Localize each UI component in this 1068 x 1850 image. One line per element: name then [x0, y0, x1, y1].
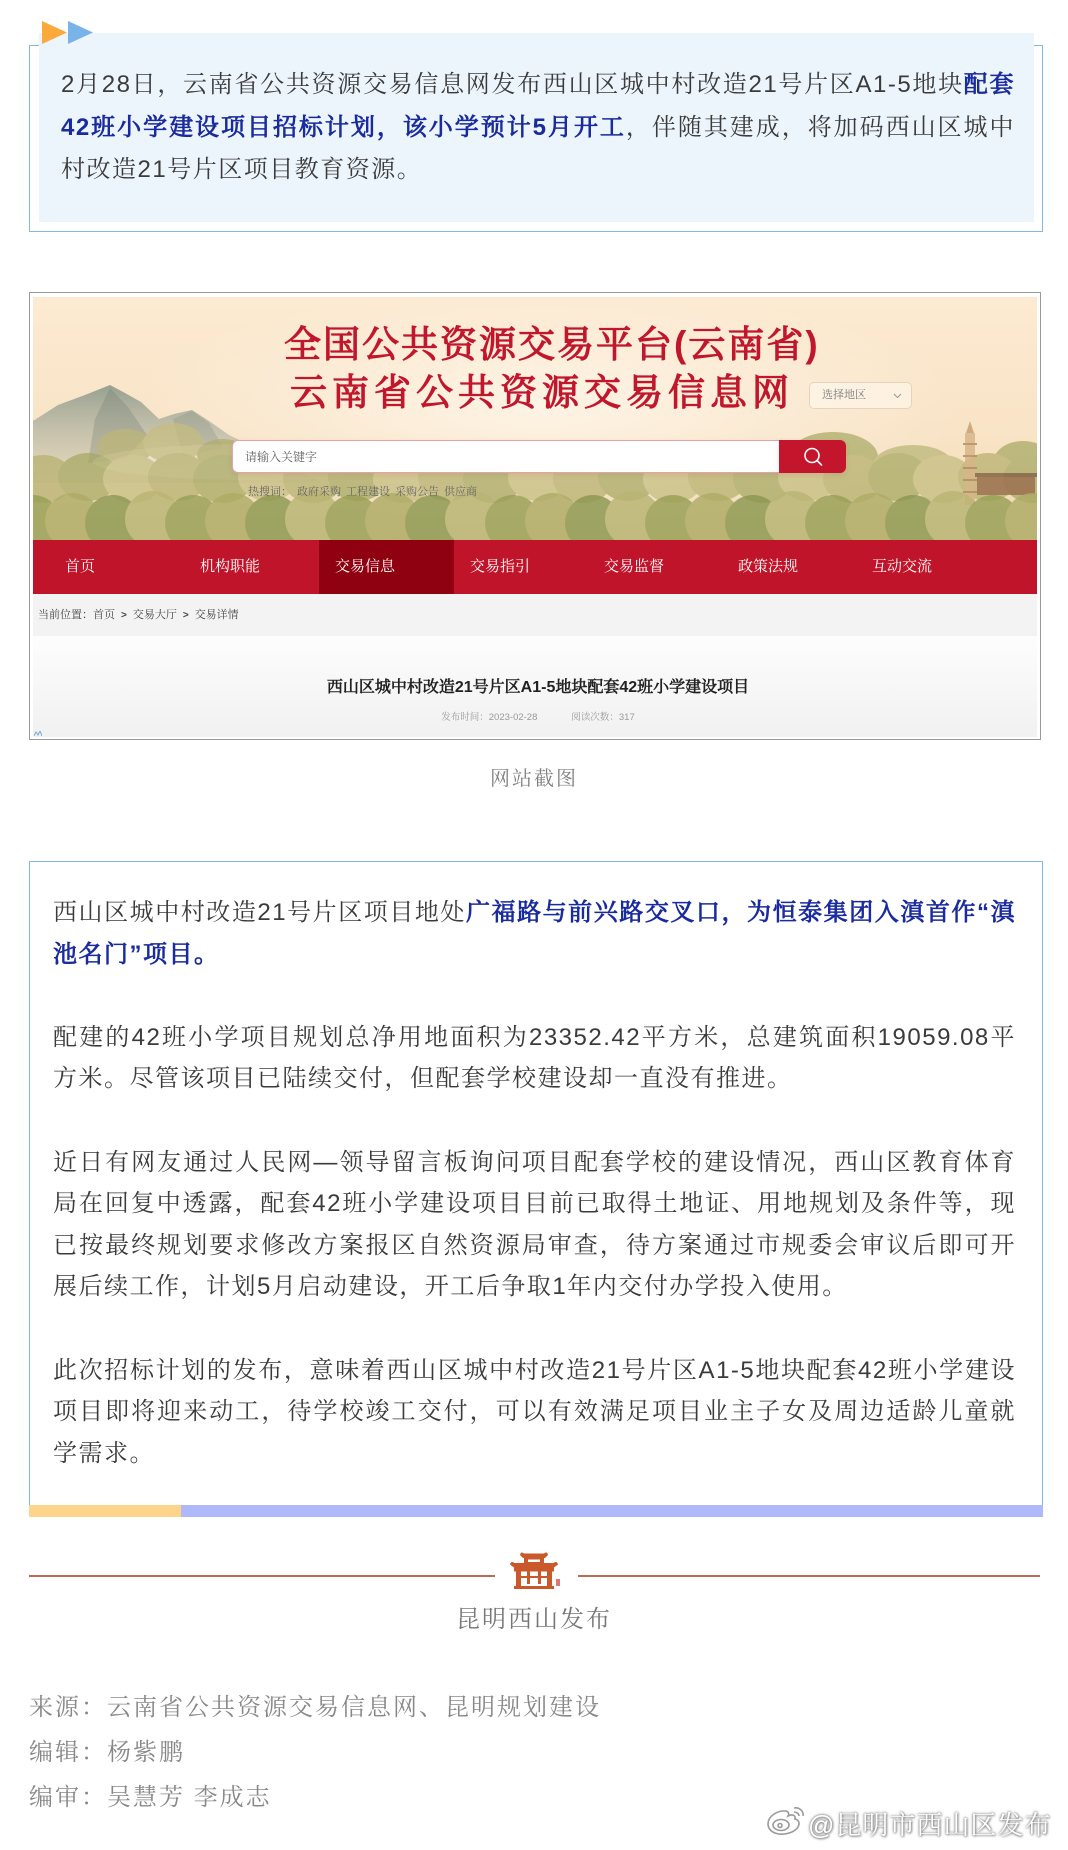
- breadcrumb-current: 交易详情: [194, 609, 239, 621]
- website-screenshot: [33, 297, 1037, 737]
- intro-text-segment: ，伴随其建成，将加码西山区城中村改造21号片区项目教育资源。: [61, 113, 1015, 183]
- article-header: [33, 636, 1037, 737]
- article-body: [53, 892, 1016, 1516]
- body-paragraph: [53, 1350, 1016, 1475]
- site-nav: [33, 540, 1037, 594]
- body-paragraph: [53, 1142, 1016, 1308]
- body-text-segment: 近日有网友通过人民网—领导留言板询问项目配套学校的建设情况，西山区教育体育局在回复中透露，配套42班小学建设项目目前已取得土地证、用地规划及条件等，现已按最终规划要求修改方案报区自然资源局审查，待方案通过市规委会审议后即可开展后续工作，计划5月启动建设，开工后争取1年内交付办学投入使用。: [53, 1148, 1016, 1301]
- nav-item-interaction[interactable]: 互动交流: [872, 558, 933, 575]
- credit-label: 编辑：: [29, 1739, 107, 1766]
- search-button[interactable]: [779, 440, 846, 473]
- divider-right: [578, 1575, 1040, 1577]
- search-icon: [802, 446, 824, 468]
- region-select-label: 选择地区: [822, 389, 866, 401]
- nav-item-policy[interactable]: 政策法规: [738, 558, 799, 575]
- body-text-segment: 西山区城中村改造21号片区项目地处: [53, 899, 466, 926]
- views-label: 阅读次数：: [571, 712, 619, 723]
- hot-search-link[interactable]: 供应商: [444, 486, 477, 498]
- credit-value: 云南省公共资源交易信息网、昆明规划建设: [107, 1694, 601, 1721]
- brand-name: 昆明西山发布: [456, 1606, 612, 1633]
- intro-paragraph: [61, 64, 1015, 192]
- credit-value: 吴慧芳 李成志: [107, 1784, 272, 1811]
- hot-search-link[interactable]: 采购公告: [395, 486, 439, 498]
- article-meta: [33, 711, 1037, 725]
- breadcrumb-label: 当前位置：: [38, 609, 93, 621]
- watermark-text: @昆明市西山区发布: [808, 1810, 1052, 1840]
- archway-logo-icon: [508, 1549, 562, 1591]
- hot-search-link[interactable]: 政府采购: [297, 486, 341, 498]
- hot-search-link[interactable]: 工程建设: [346, 486, 390, 498]
- intro-text-segment: 2月28日，云南省公共资源交易信息网发布西山区城中村改造21号片区A1-5地块: [61, 71, 964, 98]
- article-title: 西山区城中村改造21号片区A1-5地块配套42班小学建设项目: [326, 679, 750, 696]
- region-select[interactable]: [809, 382, 912, 409]
- body-text-segment: 此次招标计划的发布，意味着西山区城中村改造21号片区A1-5地块配套42班小学建设项目即将迎来动工，待学校竣工交付，可以有效满足项目业主子女及周边适龄儿童就学需求。: [53, 1356, 1016, 1467]
- image-caption: 网站截图: [490, 768, 578, 790]
- footer-bar-blue: [181, 1505, 1043, 1517]
- hot-search: [248, 484, 482, 500]
- credit-editor: [29, 1730, 601, 1775]
- divider-left: [29, 1575, 495, 1577]
- search-input[interactable]: [232, 440, 780, 473]
- views-count: 317: [618, 712, 635, 723]
- breadcrumb: [33, 594, 1037, 636]
- corner-mark-icon: [34, 731, 42, 736]
- credit-reviewer: [29, 1775, 601, 1820]
- breadcrumb-trade-hall[interactable]: 交易大厅: [132, 609, 177, 621]
- nav-item-trade-guide[interactable]: 交易指引: [470, 558, 531, 575]
- nav-item-trade-supervision[interactable]: 交易监督: [604, 558, 665, 575]
- body-text-segment: 配建的42班小学项目规划总净用地面积为23352.42平方米，总建筑面积19059.08平方米。尽管该项目已陆续交付，但配套学校建设却一直没有推进。: [53, 1023, 1016, 1093]
- credit-value: 杨紫鹏: [107, 1739, 185, 1766]
- footer-bar-orange: [29, 1505, 181, 1517]
- pagoda: [963, 421, 977, 505]
- site-title-line2: 云南省公共资源交易信息网: [290, 372, 794, 413]
- nav-item-home[interactable]: 首页: [65, 558, 96, 575]
- body-highlight: 广福路与前兴路交叉口，为恒泰集团入滇首作“滇池名门”项目。: [53, 899, 1017, 968]
- breadcrumb-separator: >: [182, 610, 189, 621]
- double-arrow-icon: [42, 21, 93, 45]
- body-paragraph: [53, 892, 1016, 975]
- credits: [29, 1685, 601, 1820]
- publish-label: 发布时间：: [441, 712, 489, 723]
- body-paragraph: [53, 1017, 1016, 1100]
- weibo-icon: [764, 1804, 808, 1836]
- credit-label: 编审：: [29, 1784, 107, 1811]
- hot-search-label: 热搜词：: [248, 486, 292, 498]
- breadcrumb-separator: >: [121, 610, 127, 621]
- credit-label: 来源：: [29, 1694, 107, 1721]
- intro-highlight: 配套42班小学建设项目招标计划，该小学预计5月开工: [61, 71, 1015, 141]
- site-title-line1: 全国公共资源交易平台(云南省): [284, 324, 820, 365]
- nav-item-organization[interactable]: 机构职能: [200, 558, 261, 575]
- breadcrumb-home[interactable]: 首页: [93, 609, 115, 621]
- nav-item-trade-info[interactable]: 交易信息: [319, 540, 454, 594]
- chevron-down-icon: [893, 391, 902, 400]
- publish-date: 2023-02-28: [488, 712, 538, 723]
- credit-source: [29, 1685, 601, 1730]
